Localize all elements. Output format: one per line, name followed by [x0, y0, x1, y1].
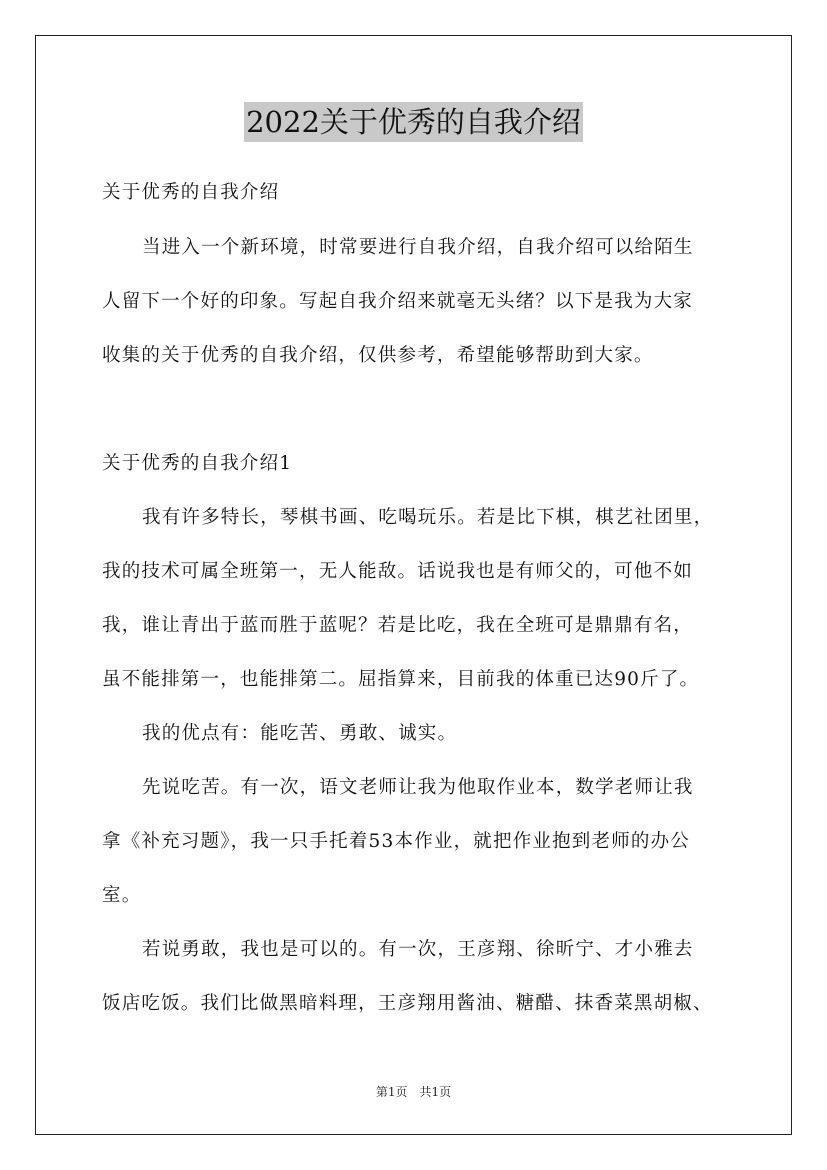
body-line: 虽不能排第一，也能排第二。屈指算来，目前我的体重已达90斤了。 — [102, 669, 700, 690]
body-line: 先说吃苦。有一次，语文老师让我为他取作业本，数学老师让我 — [142, 777, 694, 798]
body-line: 饭店吃饭。我们比做黑暗料理，王彦翔用酱油、糖醋、抹香菜黑胡椒、 — [102, 993, 713, 1014]
body-line: 我的技术可属全班第一，无人能敌。话说我也是有师父的，可他不如 — [102, 561, 694, 582]
section-heading-intro: 关于优秀的自我介绍 — [102, 182, 280, 203]
body-line: 若说勇敢，我也是可以的。有一次，王彦翔、徐昕宁、才小雅去 — [142, 939, 694, 960]
intro-line: 人留下一个好的印象。写起自我介绍来就毫无头绪？以下是我为大家 — [102, 291, 694, 312]
body-line: 我，谁让青出于蓝而胜于蓝呢？若是比吃，我在全班可是鼎鼎有名， — [102, 615, 694, 636]
document-title: 2022关于优秀的自我介绍 — [244, 102, 583, 142]
body-line: 拿《补充习题》，我一只手托着53本作业，就把作业抱到老师的办公 — [102, 831, 690, 852]
page-number-footer: 第1页 共1页 — [375, 1085, 452, 1099]
body-line: 我的优点有：能吃苦、勇敢、诚实。 — [142, 723, 458, 744]
body-line: 室。 — [102, 885, 142, 906]
body-line: 我有许多特长，琴棋书画、吃喝玩乐。若是比下棋，棋艺社团里， — [142, 507, 714, 528]
intro-line: 收集的关于优秀的自我介绍，仅供参考，希望能够帮助到大家。 — [102, 345, 654, 366]
section-heading-1: 关于优秀的自我介绍1 — [102, 453, 293, 474]
title-container — [0, 102, 827, 142]
intro-line: 当进入一个新环境，时常要进行自我介绍，自我介绍可以给陌生 — [142, 237, 694, 258]
